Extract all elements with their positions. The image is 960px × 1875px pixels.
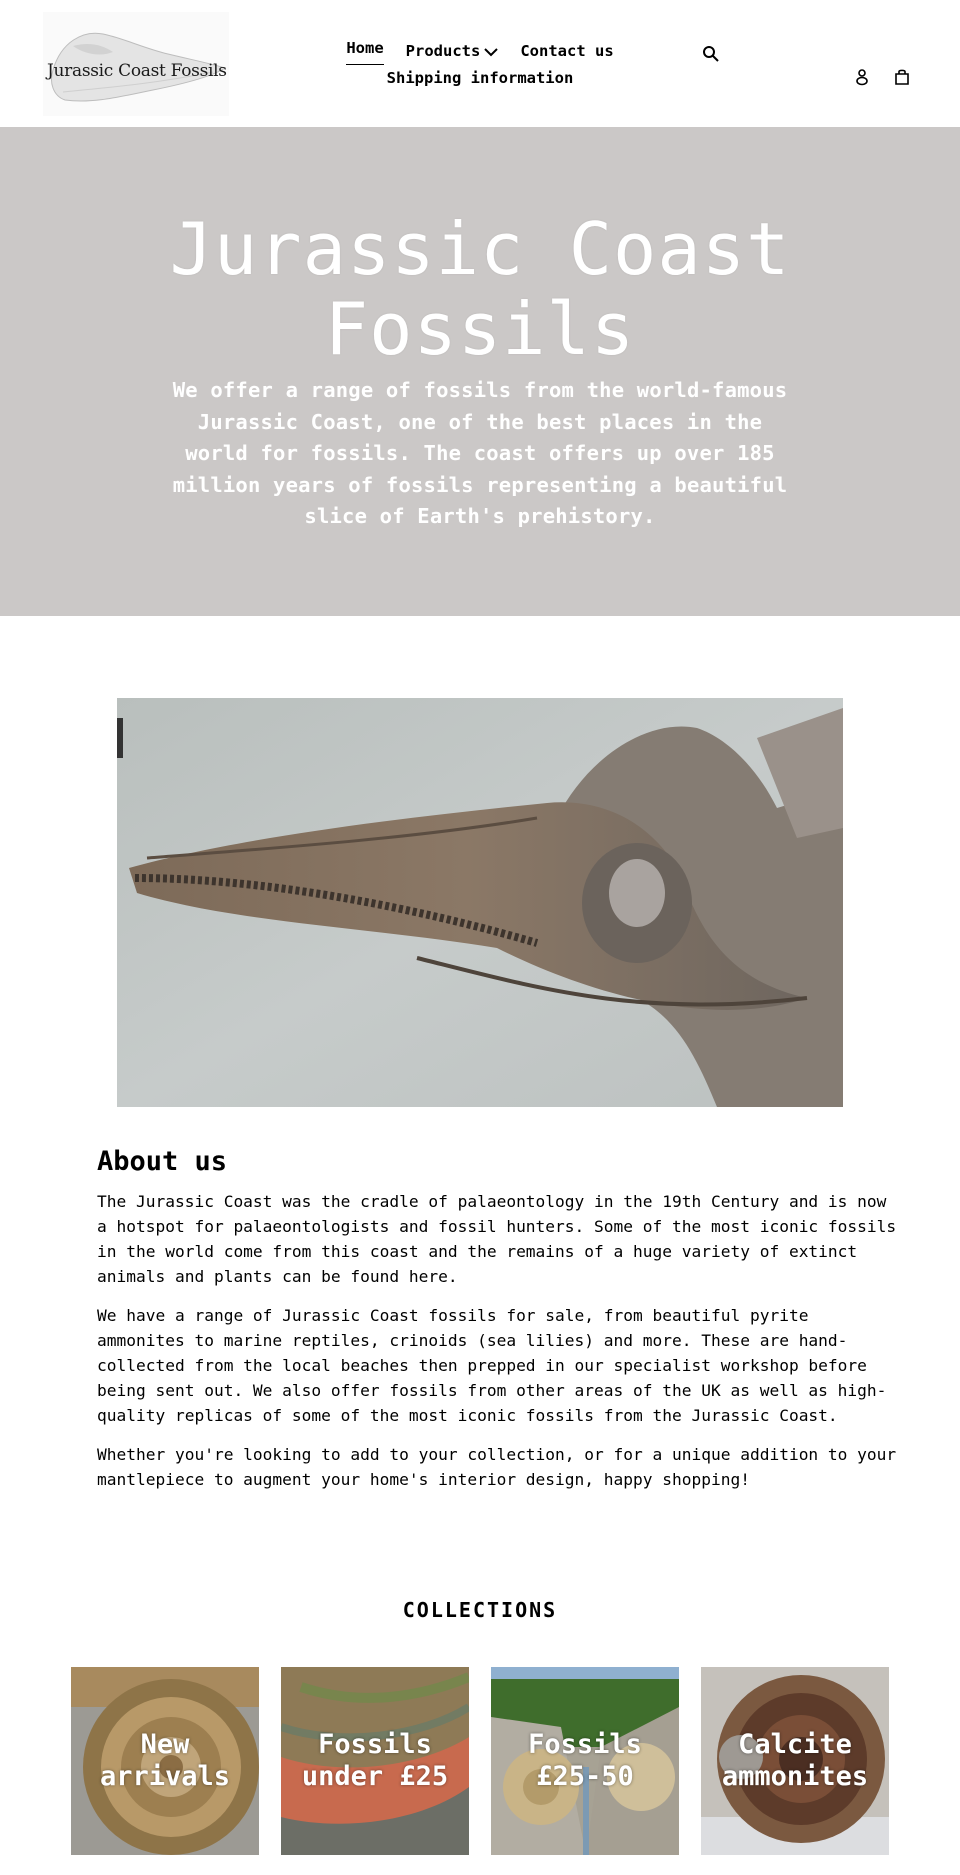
nav-contact-us[interactable]: Contact us xyxy=(520,42,614,60)
collection-label: New arrivals xyxy=(99,1729,231,1792)
account-icon[interactable] xyxy=(853,68,871,86)
ichthyosaur-skull-image xyxy=(117,698,843,1107)
store-logo[interactable] xyxy=(43,12,229,116)
nav-products-label: Products xyxy=(405,42,481,60)
search-icon[interactable] xyxy=(702,45,720,63)
about-paragraph: We have a range of Jurassic Coast fossils for sale, from beautiful pyrite ammonites to marine reptiles, crinoids (sea lilies) and more. These are hand-collected from the local beaches then prepped in our specialist workshop before being sent out. We also offer fossils from other areas of the UK as well as high-quality replicas of some of the most iconic fossils from the Jurassic Coast. xyxy=(97,1306,887,1425)
collection-label: Fossils £25-50 xyxy=(528,1729,642,1792)
collection-tile-new-arrivals[interactable] xyxy=(71,1667,259,1855)
hero-banner xyxy=(0,127,960,616)
hero-title: Jurassic Coast Fossils xyxy=(169,207,791,371)
collection-tile-calcite-ammonites[interactable] xyxy=(701,1667,889,1855)
logo-text: Jurassic Coast Fossils xyxy=(47,61,227,81)
cart-icon[interactable] xyxy=(893,68,911,86)
feature-fossil-image xyxy=(117,698,843,1107)
chevron-down-icon xyxy=(484,47,498,57)
nav-shipping-information[interactable]: Shipping information xyxy=(386,69,574,87)
collections-heading: COLLECTIONS xyxy=(402,1598,558,1622)
collection-tile-fossils-under-25[interactable] xyxy=(281,1667,469,1855)
about-paragraph: Whether you're looking to add to your collection, or for a unique addition to your mantlepiece to augment your home's interior design, happy shopping! xyxy=(97,1445,897,1489)
nav-home[interactable]: Home xyxy=(346,38,383,65)
main-nav xyxy=(330,38,630,92)
about-paragraph: The Jurassic Coast was the cradle of palaeontology in the 19th Century and is now a hotspot for palaeontologists and fossil hunters. Some of the most iconic fossils in the world come from this coast and the remains of a huge variety of extinct animals and plants can be found here. xyxy=(97,1192,897,1286)
about-heading: About us xyxy=(97,1146,228,1177)
hero-subtitle: We offer a range of fossils from the world-famous Jurassic Coast, one of the best places in the world for fossils. The coast offers up over 185 million years of fossils representing a beautiful slice of Earth's prehistory. xyxy=(172,378,788,528)
collection-label: Fossils under £25 xyxy=(301,1729,449,1792)
collection-tile-fossils-25-50[interactable] xyxy=(491,1667,679,1855)
about-section xyxy=(97,1143,897,1506)
nav-products[interactable] xyxy=(406,38,499,65)
collection-label: Calcite ammonites xyxy=(721,1729,869,1792)
site-header xyxy=(0,0,960,127)
